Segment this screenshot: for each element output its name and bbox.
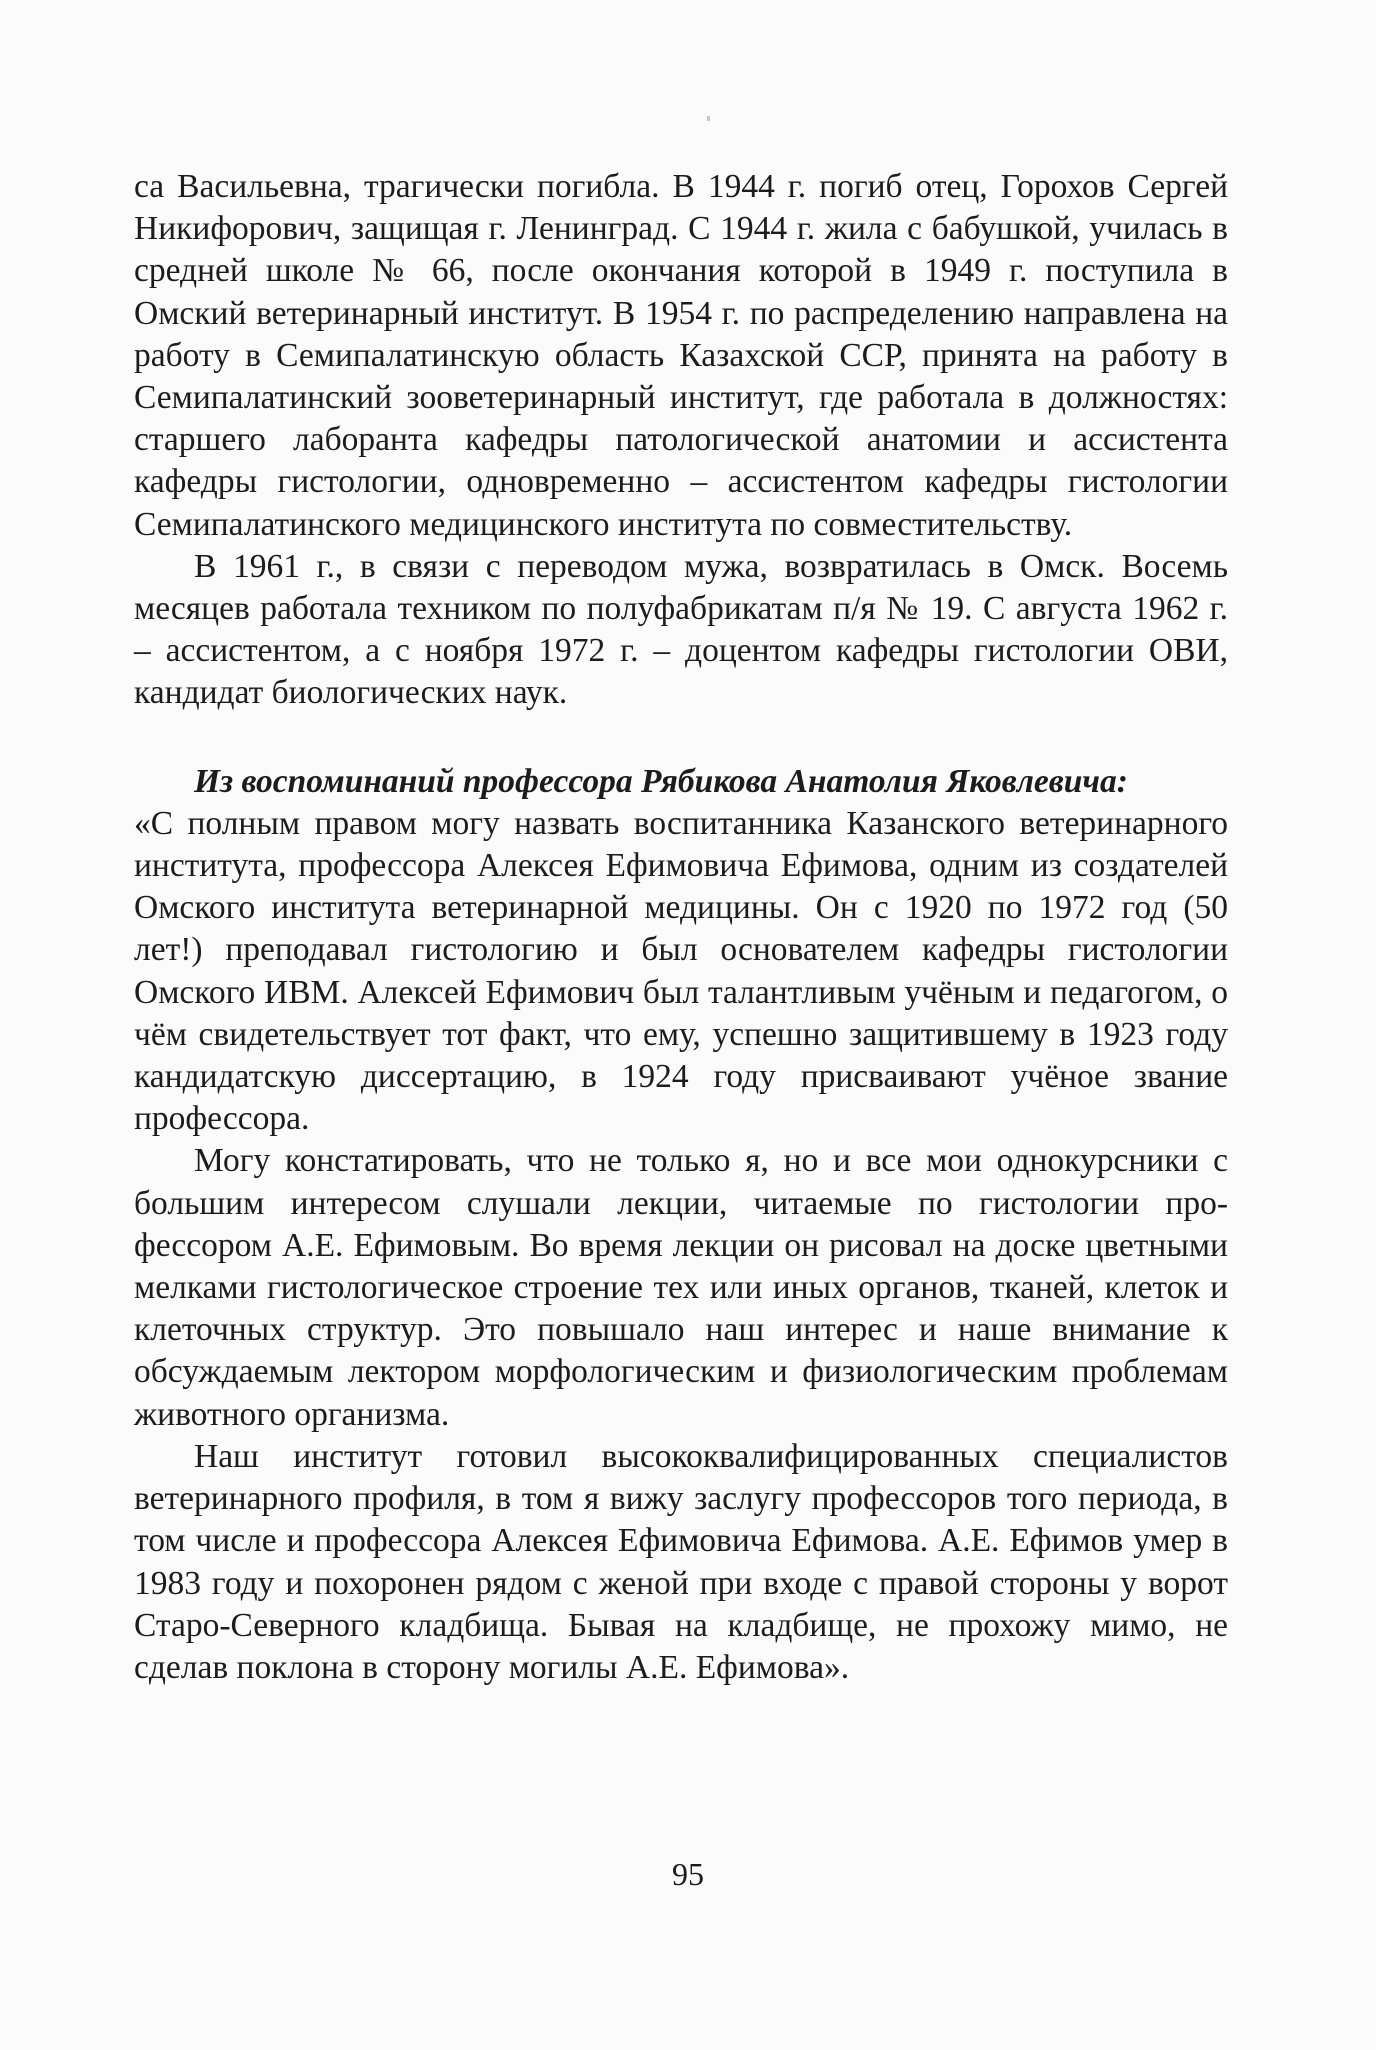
paragraph-3: «С полным правом могу назвать воспитанника Казанского ветеринарного института, профессора Алексея Ефимовича Ефимова, одним из создателей Омского института ветеринарной медицины. Он с 1920 по 1972 год (50 лет!) преподавал гистологию и был основателем кафедры гистологии Омского ИВМ. Алексей Ефимович был талантливым учёным и педагогом, о чём свидетельствует тот факт, что ему, успешно защитившему в 1923 году кандидатскую диссертацию, в 1924 году присваивают учёное звание профессора. bbox=[134, 804, 1228, 1138]
body-text bbox=[134, 166, 1228, 1689]
page-number: 95 bbox=[672, 1856, 704, 1892]
memoir-heading: Из воспоминаний профессора Рябикова Анатолия Яковлевича: bbox=[194, 762, 1128, 800]
paragraph-5: Наш институт готовил высококвалифицированных специалистов ветеринарного профиля, в том я вижу заслугу профессоров того периода, в том числе и профессора Алексея Ефимовича Ефимова. А.Е. Ефимов умер в 1983 году и похоронен рядом с женой при входе с правой стороны у ворот Старо-Северного кладбища. Бывая на кладбище, не прохожу мимо, не сделав поклона в сторону могилы А.Е. Ефимова». bbox=[134, 1437, 1228, 1686]
section-gap bbox=[134, 715, 1228, 761]
paragraph-4: Могу констатировать, что не только я, но и все мои однокурсники с большим интересом слушали лекции, читаемые по гистологии профессором А.Е. Ефимовым. Во время лекции он рисовал на доске цветными мелками гистологическое строение тех или иных органов, тканей, клеток и клеточных структур. Это повышало наш интерес и наше внимание к обсуждаемым лектором морфологическим и физиологическим проблемам животного организма. bbox=[134, 1142, 1228, 1433]
scan-speck bbox=[707, 116, 710, 121]
paragraph-2: В 1961 г., в связи с переводом мужа, возвратилась в Омск. Восемь месяцев работала техником по полуфабрикатам п/я № 19. С августа 1962 г. – ассистентом, а с ноября 1972 г. – доцентом кафедры гистологии ОВИ, кандидат биологических наук. bbox=[134, 547, 1228, 712]
paragraph-1: са Васильевна, трагически погибла. В 1944 г. погиб отец, Горохов Сергей Никифорович, защищая г. Ленинград. С 1944 г. жила с бабушкой, училась в средней школе № 66, после окончания которой в 1949 г. поступила в Омский ветеринарный институт. В 1954 г. по распределению направлена на работу в Семипалатинскую область Казахской ССР, принята на работу в Семипалатинский зооветеринарный институт, где работала в должностях: старшего лаборанта кафедры патологической анатомии и ассистента кафедры гистологии, одновременно – ассистентом кафедры гистологии Семипалатинского медицинского института по совместительству. bbox=[134, 168, 1228, 543]
